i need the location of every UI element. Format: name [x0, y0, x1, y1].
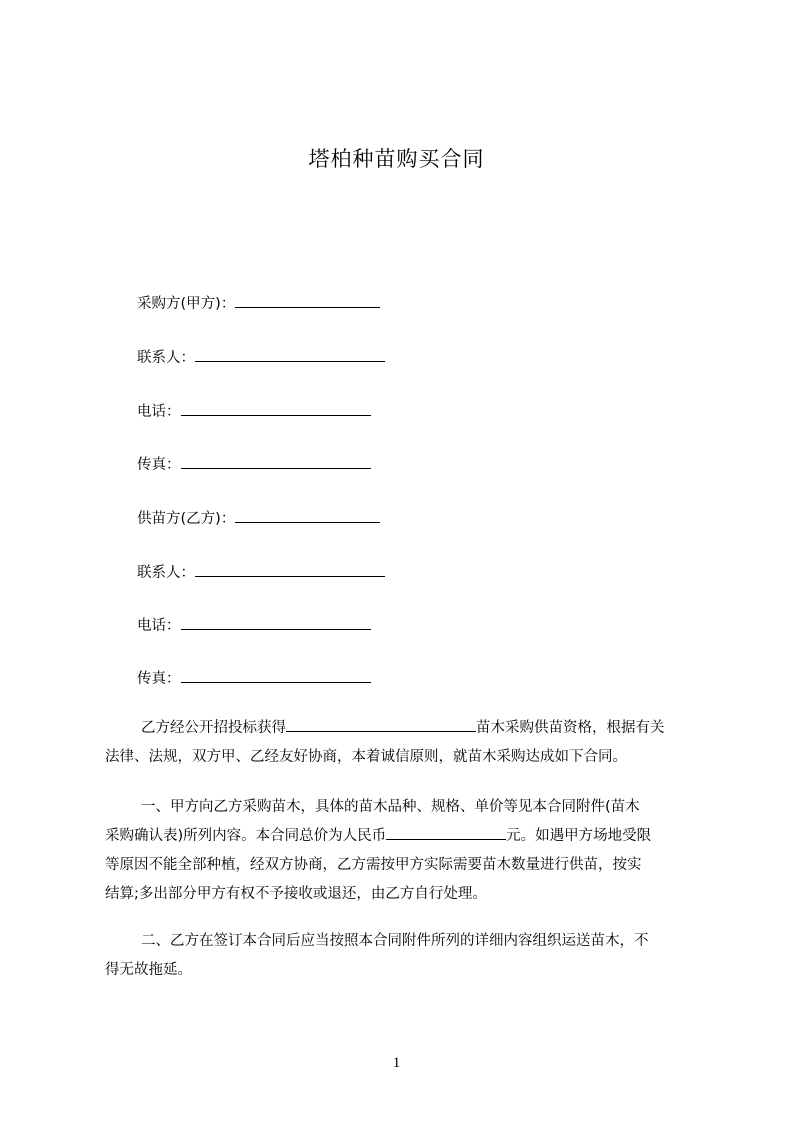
- clause-1-paragraph: [105, 793, 701, 909]
- buyer-blank[interactable]: [235, 292, 380, 308]
- supplier-label: 供苗方(乙方)：: [137, 511, 236, 527]
- buyer-contact-field: [137, 346, 385, 368]
- supplier-field: [137, 507, 380, 529]
- clause-1-line-3: 等原因不能全部种植，经双方协商，乙方需按甲方实际需要苗木数量进行供苗，按实: [105, 857, 642, 873]
- buyer-contact-label: 联系人：: [137, 350, 195, 366]
- clause-1-line-4: 结算;多出部分甲方有权不予接收或退还，由乙方自行处理。: [105, 886, 487, 902]
- supplier-blank[interactable]: [235, 507, 380, 523]
- buyer-fax-label: 传真：: [137, 457, 181, 473]
- buyer-contact-blank[interactable]: [195, 346, 385, 362]
- total-price-blank[interactable]: [386, 825, 506, 840]
- supplier-contact-field: [137, 561, 385, 583]
- clause-1-line-2: [105, 822, 701, 851]
- page-number: 1: [392, 1055, 401, 1071]
- intro-paragraph: [105, 714, 701, 772]
- intro-line-2: 法律、法规，双方甲、乙经友好协商，本着诚信原则，就苗木采购达成如下合同。: [105, 749, 627, 765]
- buyer-phone-blank[interactable]: [181, 400, 371, 416]
- supplier-contact-blank[interactable]: [195, 561, 385, 577]
- supplier-phone-blank[interactable]: [181, 614, 371, 630]
- buyer-phone-field: [137, 400, 371, 422]
- tender-blank[interactable]: [286, 717, 476, 732]
- clause-2-paragraph: [105, 927, 701, 985]
- clause-1-line-1: 一、甲方向乙方采购苗木，具体的苗木品种、规格、单价等见本合同附件(苗木: [141, 799, 640, 815]
- intro-text-a: 乙方经公开招投标获得: [141, 720, 286, 736]
- supplier-contact-label: 联系人：: [137, 565, 195, 581]
- clause-2-line-1: 二、乙方在签订本合同后应当按照本合同附件所列的详细内容组织运送苗木，不: [141, 933, 649, 949]
- supplier-fax-field: [137, 667, 371, 689]
- supplier-phone-label: 电话：: [137, 618, 181, 634]
- supplier-fax-label: 传真：: [137, 671, 181, 687]
- clause-2-line-2: 得无故拖延。: [105, 962, 192, 978]
- buyer-field: [137, 292, 380, 314]
- buyer-label: 采购方(甲方)：: [137, 296, 236, 312]
- clause-1-text-b: 元。如遇甲方场地受限: [506, 828, 652, 844]
- supplier-phone-field: [137, 614, 371, 636]
- clause-1-text-a: 采购确认表)所列内容。本合同总价为人民币: [105, 828, 387, 844]
- supplier-fax-blank[interactable]: [181, 667, 371, 683]
- buyer-fax-field: [137, 453, 371, 475]
- buyer-phone-label: 电话：: [137, 404, 181, 420]
- document-title: 塔柏种苗购买合同: [308, 147, 485, 171]
- buyer-fax-blank[interactable]: [181, 453, 371, 469]
- intro-line-1: [105, 714, 701, 743]
- intro-text-b: 苗木采购供苗资格，根据有关: [476, 720, 665, 736]
